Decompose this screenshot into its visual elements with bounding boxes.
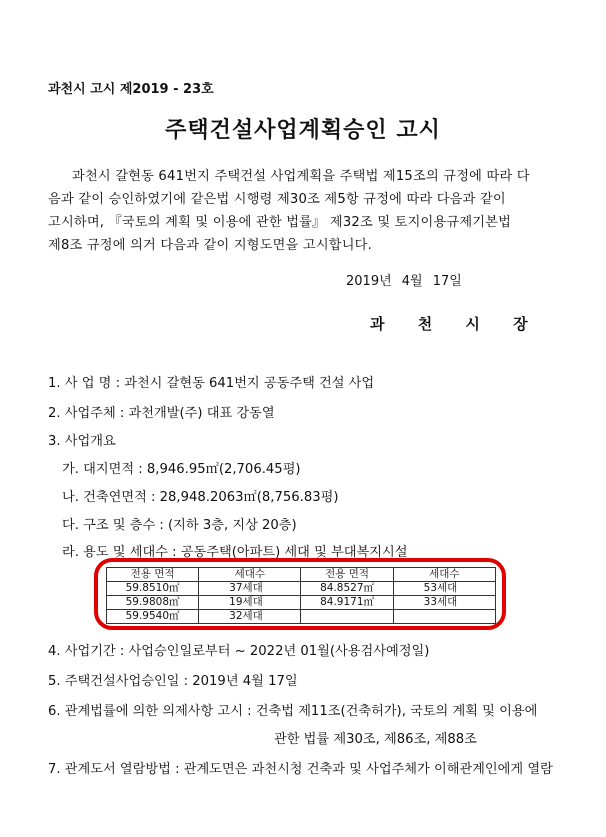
header-units-2: 세대수 [393, 568, 495, 582]
cell: 33세대 [393, 596, 495, 610]
body-line-4: 제8조 규정에 의거 다음과 같이 지형도면을 고시합니다. [48, 238, 372, 253]
document-title: 주택건설사업계획승인 고시 [165, 118, 441, 143]
item-deemed-laws: 6. 관계법률에 의한 의제사항 고시 : 건축법 제11조(건축허가), 국토의 계획 및 이용에 [48, 704, 538, 719]
item-use-units: 라. 용도 및 세대수 : 공동주택(아파트) 세대 및 부대복지시설 [62, 545, 408, 560]
cell: 59.8510㎡ [107, 582, 199, 596]
cell: 84.9171㎡ [301, 596, 393, 610]
table-row [107, 596, 496, 610]
item-floor-area: 나. 건축연면적 : 28,948.2063㎡(8,756.83평) [62, 490, 339, 505]
cell [393, 610, 495, 624]
header-units-1: 세대수 [199, 568, 301, 582]
cell: 32세대 [199, 610, 301, 624]
table-row [107, 610, 496, 624]
cell: 19세대 [199, 596, 301, 610]
item-project-period: 4. 사업기간 : 사업승인일로부터 ~ 2022년 01월(사용검사예정일) [48, 644, 430, 659]
item-deemed-laws-cont: 관한 법률 제30조, 제86조, 제88조 [274, 732, 477, 747]
header-area-1: 전용 면적 [107, 568, 199, 582]
cell [301, 610, 393, 624]
signer: 과 천 시 장 [370, 315, 542, 333]
notice-date: 2019년 4월 17일 [346, 274, 462, 289]
unit-table-header [107, 568, 496, 582]
notice-number: 과천시 고시 제2019 - 23호 [48, 82, 214, 97]
table-row [107, 582, 496, 596]
item-inspection-method: 7. 관계도서 열람방법 : 관계도면은 과천시청 건축과 및 사업주체가 이해관계인에게 열람 [48, 762, 553, 777]
item-project-name: 1. 사 업 명 : 과천시 갈현동 641번지 공동주택 건설 사업 [48, 376, 375, 391]
cell: 59.9540㎡ [107, 610, 199, 624]
item-project-owner: 2. 사업주체 : 과천개발(주) 대표 강동열 [48, 406, 275, 421]
body-line-2: 음과 같이 승인하였기에 같은법 시행령 제30조 제5항 규정에 따라 다음과 같이 [48, 192, 506, 207]
unit-table [106, 567, 496, 624]
header-area-2: 전용 면적 [301, 568, 393, 582]
cell: 53세대 [393, 582, 495, 596]
item-structure: 다. 구조 및 층수 : (지하 3층, 지상 20층) [62, 518, 297, 533]
cell: 37세대 [199, 582, 301, 596]
body-line-1: 과천시 갈현동 641번지 주택건설 사업계획을 주택법 제15조의 규정에 따라 다 [72, 169, 530, 184]
item-approval-date: 5. 주택건설사업승인일 : 2019년 4월 17일 [48, 674, 298, 689]
item-overview: 3. 사업개요 [48, 434, 116, 449]
cell: 59.9808㎡ [107, 596, 199, 610]
cell: 84.8527㎡ [301, 582, 393, 596]
body-line-3: 고시하며, 『국토의 계획 및 이용에 관한 법률』 제32조 및 토지이용규제기본법 [48, 215, 512, 230]
item-site-area: 가. 대지면적 : 8,946.95㎡(2,706.45평) [62, 462, 301, 477]
